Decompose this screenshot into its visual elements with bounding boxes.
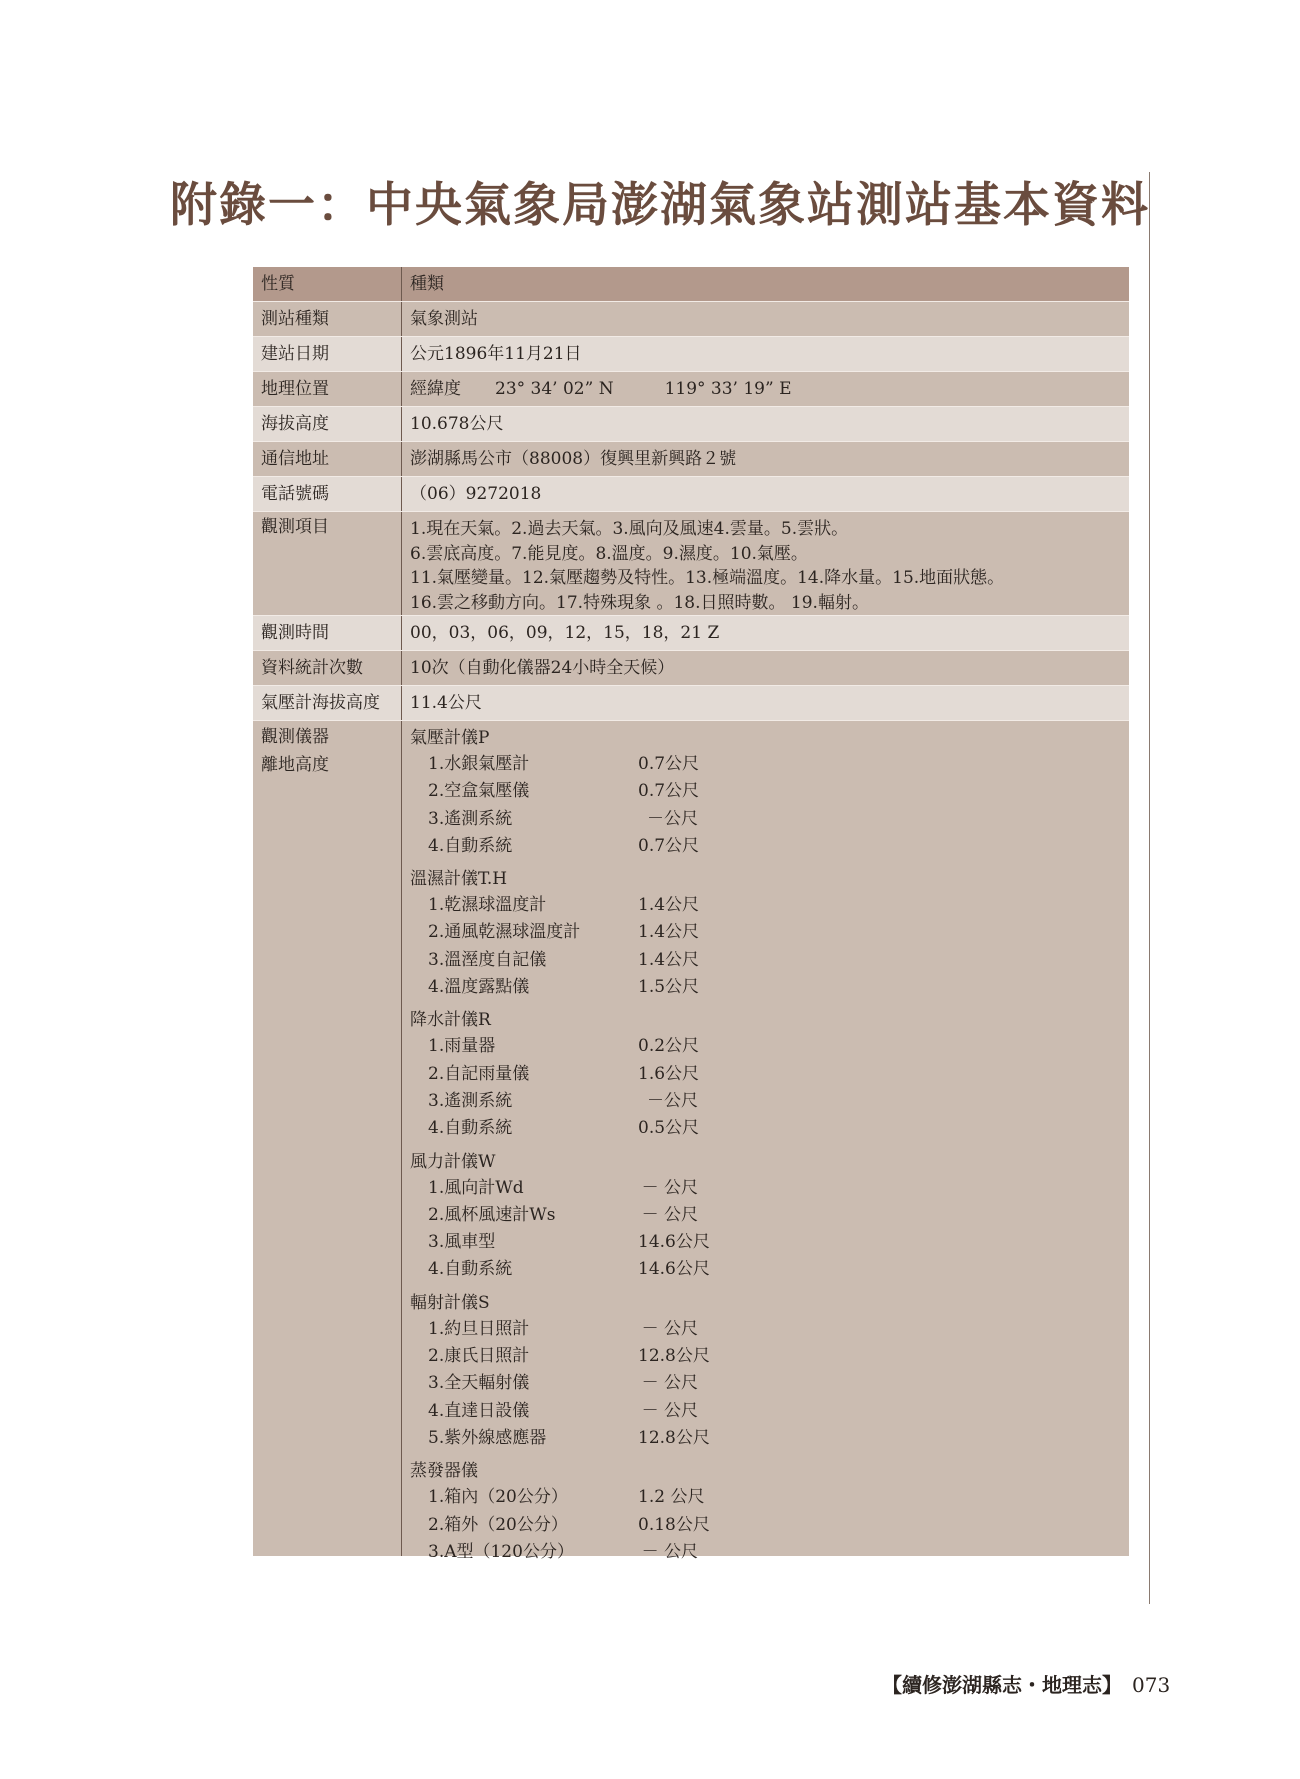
instrument-item (410, 833, 698, 860)
instrument-item (410, 1256, 710, 1283)
instrument-name: 2.箱外（20公分） (428, 1514, 568, 1535)
instrument-height: 12.8公尺 (638, 1427, 710, 1448)
instrument-name: 1.風向計Wd (428, 1177, 524, 1198)
instrument-group (410, 1149, 710, 1284)
instrument-item (410, 1512, 710, 1539)
row-value: 澎湖縣馬公市（88008）復興里新興路２號 (410, 449, 737, 469)
instrument-name: 4.直達日設儀 (428, 1400, 530, 1421)
instruments-label-line2: 離地高度 (261, 755, 329, 775)
row-value: 10次（自動化儀器24小時全天候） (410, 658, 675, 678)
instrument-height: － 公尺 (641, 1318, 698, 1339)
instrument-item (410, 1425, 710, 1452)
row-label: 海拔高度 (253, 407, 402, 441)
page-title: 附錄一：中央氣象局澎湖氣象站測站基本資料 (170, 178, 1150, 233)
instrument-item (410, 1229, 710, 1256)
instrument-name: 4.溫度露點儀 (428, 977, 530, 998)
instrument-group-title: 溫濕計儀T.H (410, 869, 508, 890)
instrument-name: 5.紫外線感應器 (428, 1427, 547, 1448)
instrument-item (410, 1202, 698, 1229)
row-value: 經緯度 23° 34’ 02” N 119° 33’ 19” E (410, 379, 792, 399)
instrument-name: 2.空盒氣壓儀 (428, 781, 530, 802)
row-label: 觀測時間 (253, 616, 402, 650)
instrument-group-title: 蒸發器儀 (410, 1461, 478, 1482)
observation-line: 6.雲底高度。7.能見度。8.溫度。9.濕度。10.氣壓。 (410, 543, 808, 564)
instrument-height: 1.4公尺 (638, 949, 700, 970)
table-row (253, 372, 1129, 407)
row-label: 建站日期 (253, 337, 402, 371)
instrument-name: 4.自動系統 (428, 1259, 513, 1280)
instrument-name: 1.雨量器 (428, 1036, 496, 1057)
instrument-group (410, 1290, 710, 1452)
instrument-height: 12.8公尺 (638, 1346, 710, 1367)
instrument-name: 1.水銀氣壓計 (428, 754, 530, 774)
table-row (253, 651, 1129, 686)
instrument-group (410, 725, 698, 860)
instrument-height: 1.4公尺 (638, 895, 700, 916)
row-value: （06）9272018 (410, 484, 542, 504)
observation-items (402, 512, 1004, 615)
instrument-group-title: 降水計儀R (410, 1010, 491, 1031)
instrument-item (410, 806, 698, 833)
instrument-name: 1.乾濕球溫度計 (428, 895, 547, 916)
instrument-height: － 公尺 (641, 1373, 698, 1394)
instrument-name: 2.自記雨量儀 (428, 1063, 530, 1084)
header-label: 性質 (253, 267, 402, 301)
observation-line: 1.現在天氣。2.過去天氣。3.風向及風速4.雲量。5.雲狀。 (410, 519, 849, 539)
instrument-item (410, 1484, 705, 1511)
instruments-label-line1: 觀測儀器 (261, 727, 329, 747)
instrument-name: 3.A型（120公分） (428, 1541, 574, 1562)
row-label: 地理位置 (253, 372, 402, 406)
instrument-group-title: 輻射計儀S (410, 1292, 490, 1313)
instrument-height: 0.7公尺 (638, 835, 700, 856)
row-value: 公元1896年11月21日 (410, 344, 582, 364)
instrument-item (410, 1088, 698, 1115)
instrument-name: 3.溫溼度自記儀 (428, 949, 547, 970)
instrument-item (410, 1370, 698, 1397)
instrument-name: 1.箱內（20公分） (428, 1487, 568, 1508)
instrument-name: 3.遙測系統 (428, 808, 513, 829)
instrument-group (410, 1007, 698, 1142)
instrument-name: 2.風杯風速計Ws (428, 1204, 556, 1225)
row-label: 氣壓計海拔高度 (253, 686, 402, 720)
instrument-item (410, 778, 698, 805)
instrument-item (410, 1343, 710, 1370)
observation-line: 16.雲之移動方向。17.特殊現象 。18.日照時數。 19.輻射。 (410, 592, 869, 613)
instrument-height: － 公尺 (641, 1177, 698, 1198)
table-row (253, 686, 1129, 721)
instrument-height: －公尺 (647, 1090, 698, 1111)
instrument-height: 1.6公尺 (638, 1063, 700, 1084)
book-title: 【續修澎湖縣志・地理志】 (882, 1673, 1122, 1697)
instrument-item (410, 1033, 698, 1060)
instrument-name: 3.全天輻射儀 (428, 1373, 530, 1394)
instrument-height: 14.6公尺 (638, 1259, 710, 1280)
observation-items-row (253, 512, 1129, 616)
row-label: 通信地址 (253, 442, 402, 476)
row-value: 00，03，06，09，12，15，18，21 Z (410, 623, 720, 643)
page-number: 073 (1132, 1673, 1171, 1697)
row-label: 測站種類 (253, 302, 402, 336)
instrument-name: 2.康氏日照計 (428, 1346, 530, 1367)
margin-rule (1149, 172, 1150, 1604)
instrument-height: 1.5公尺 (638, 977, 700, 998)
row-label: 資料統計次數 (253, 651, 402, 685)
instrument-item (410, 947, 698, 974)
instrument-height: 0.18公尺 (638, 1514, 710, 1535)
row-value: 11.4公尺 (410, 693, 482, 713)
instrument-group-title: 風力計儀W (410, 1151, 496, 1172)
row-label: 觀測項目 (253, 512, 402, 615)
instrument-item (410, 974, 698, 1001)
table-row (253, 616, 1129, 651)
table-row (253, 477, 1129, 512)
instrument-name: 4.自動系統 (428, 1118, 513, 1139)
header-value: 種類 (410, 274, 444, 294)
instrument-groups (402, 721, 710, 1562)
instrument-height: 1.4公尺 (638, 922, 700, 943)
instrument-height: 0.2公尺 (638, 1036, 700, 1057)
instrument-height: － 公尺 (641, 1400, 698, 1421)
instrument-item (410, 1061, 698, 1088)
instrument-height: － 公尺 (641, 1204, 698, 1225)
instrument-item (410, 1539, 698, 1566)
instrument-height: 14.6公尺 (638, 1232, 710, 1253)
page-footer (882, 1669, 1170, 1698)
instrument-item (410, 1115, 698, 1142)
observation-line: 11.氣壓變量。12.氣壓趨勢及特性。13.極端溫度。14.降水量。15.地面狀態。 (410, 568, 1005, 588)
table-row (253, 407, 1129, 442)
station-info-table (253, 267, 1129, 1562)
instrument-height: －公尺 (647, 808, 698, 829)
instrument-height: 0.7公尺 (638, 781, 700, 802)
instrument-height: 1.2 公尺 (638, 1487, 705, 1508)
instrument-height: － 公尺 (641, 1541, 698, 1562)
instrument-item (410, 919, 698, 946)
instrument-name: 2.通風乾濕球溫度計 (428, 922, 581, 943)
instrument-height: 0.7公尺 (638, 754, 700, 774)
instrument-group (410, 1458, 710, 1566)
instrument-name: 1.約旦日照計 (428, 1318, 530, 1339)
row-value: 10.678公尺 (410, 414, 504, 434)
row-label: 電話號碼 (253, 477, 402, 511)
instruments-label (253, 721, 402, 1556)
instrument-item (410, 892, 698, 919)
row-value: 氣象測站 (410, 309, 478, 329)
table-row (253, 302, 1129, 337)
instrument-item (410, 1398, 698, 1425)
instrument-item (410, 751, 698, 778)
table-row (253, 442, 1129, 477)
table-header-row (253, 267, 1129, 302)
table-row (253, 337, 1129, 372)
instrument-name: 3.風車型 (428, 1232, 496, 1253)
instrument-item (410, 1175, 698, 1202)
instrument-name: 3.遙測系統 (428, 1090, 513, 1111)
instrument-name: 4.自動系統 (428, 835, 513, 856)
instrument-height: 0.5公尺 (638, 1118, 700, 1139)
instruments-row (253, 721, 1129, 1562)
instrument-group-title: 氣壓計儀P (410, 728, 490, 748)
instrument-group (410, 866, 698, 1001)
instrument-item (410, 1316, 698, 1343)
